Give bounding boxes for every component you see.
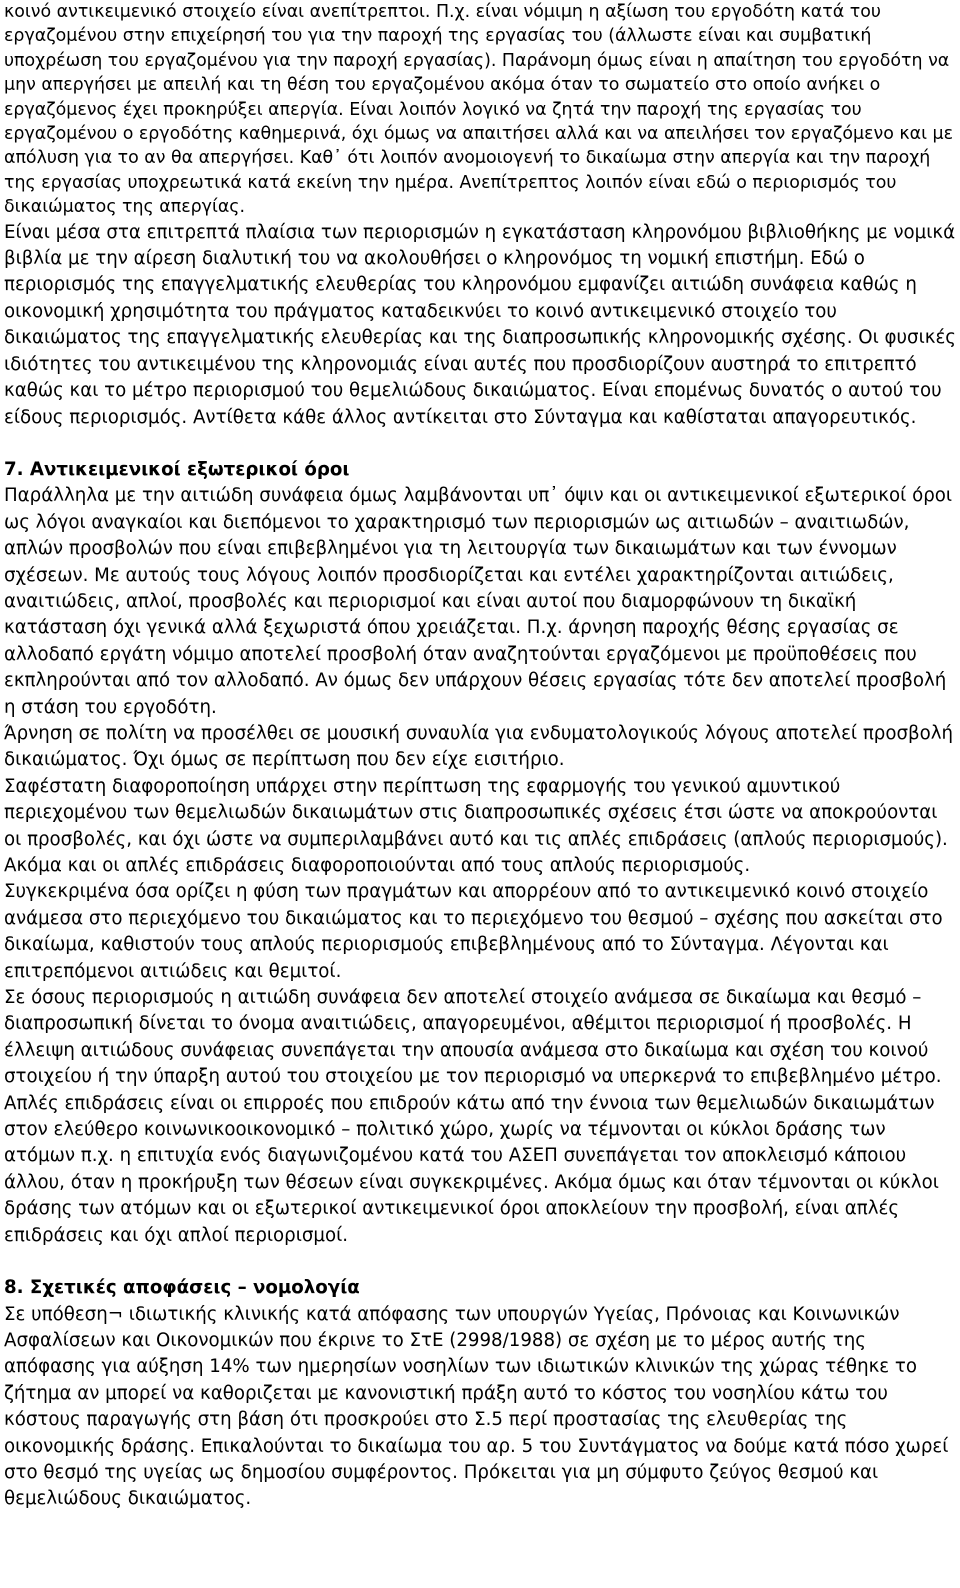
section-8 xyxy=(4,1275,956,1513)
paragraph: Σε υπόθεση¬ ιδιωτικής κλινικής κατά απόφασης των υπουργών Υγείας, Πρόνοιας και Κοινωνικών Ασφαλίσεων και Οικονομικών που έκρινε το ΣτΕ (2998/1988) σε σχέση με το μέρος αυτής της απόφασης για αύξηση 14% των ημερησίων νοσηλίων των ιδιωτικών κλινικών της χώρας τέθηκε το ζήτημα αν μπορεί να καθοριζεται με κανονιστική πράξη αυτό το κόστος του νοσηλίου κάτω του κόστους παραγωγής στη βάση ότι προσκρούει στο Σ.5 περί προστασίας της ελευθερίας της οικονομικής δράσης. Επικαλούνται το δικαίωμα του αρ. 5 του Συντάγματος να δούμε κατά πόσο χωρεί στο θεσμό της υγείας ως δημοσίου συμφέροντος. Πρόκειται για μη σύμφυτο ζεύγος θεσμού και θεμελιώδους δικαιώματος. xyxy=(4,1303,949,1510)
text-block-inheritance xyxy=(4,220,956,431)
paragraph: Συγκεκριμένα όσα ορίζει η φύση των πραγμάτων και απορρέουν από το αντικειμενικό κοινό στοιχείο ανάμεσα στο περιεχόμενο του δικαιώματος και το περιεχόμενο του θεσμού – σχέσης που ασκείται στο δικαίωμα, καθιστούν τους απλούς περιορισμούς επιβεβλημένους από το Σύνταγμα. Λέγονται και επιτρεπόμενοι αιτιώδεις και θεμιτοί. xyxy=(4,881,943,982)
section-heading: 7. Αντικειμενικοί εξωτερικοί όροι xyxy=(4,458,350,480)
paragraph: Παράλληλα με την αιτιώδη συνάφεια όμως λαμβάνονται υπ᾽ όψιν και οι αντικειμενικοί εξωτερικοί όροι ως λόγοι αναγκαίοι και διεπόμενοι το χαρακτηρισμό των περιορισμών ως αιτιωδών – αναιτιωδών, απλών προσβολών που είναι επιβεβλημένοι για τη λειτουργία των δικαιωμάτων και των έννομων σχέσεων. Με αυτούς τους λόγους λοιπόν προσδιορίζεται και εντέλει χαρακτηρίζονται αιτιώδεις, αναιτιώδεις, απλοί, προσβολές και περιορισμοί και είναι αυτοί που διαμορφώνουν τη δικαϊκή κατάσταση όχι γενικά αλλά ξεχωριστά όπου χρειάζεται. Π.χ. άρνηση παροχής θέσης εργασίας σε αλλοδαπό εργάτη νόμιμο αποτελεί προσβολή όταν αναζητούνται εργαζόμενοι με προϋποθέσεις που εκπληρούνται από τον αλλοδαπό. Αν όμως δεν υπάρχουν θέσεις εργασίας τότε δεν αποτελεί προσβολή η στάση του εργοδότη. xyxy=(4,485,953,718)
paragraph: Σε όσους περιορισμούς η αιτιώδη συνάφεια δεν αποτελεί στοιχείο ανάμεσα σε δικαίωμα και θεσμό – διαπροσωπική δίνεται το όνομα αναιτιώδεις, απαγορευμένοι, αθέμιτοι περιορισμοί ή προσβολές. Η έλλειψη αιτιώδους συνάφειας συνεπάγεται την απουσία ανάμεσα στο δικαίωμα και σχέση του κοινού στοιχείου ή την ύπαρξη αυτού του στοιχείου με τον περιορισμό να υπερκερνά το επιβεβλημένο μέτρο. xyxy=(4,987,942,1088)
section-heading: 8. Σχετικές αποφάσεις – νομολογία xyxy=(4,1277,360,1299)
paragraph: Σαφέστατη διαφοροποίηση υπάρχει στην περίπτωση της εφαρμογής του γενικού αμυντικού περιεχομένου των θεμελιωδών δικαιωμάτων στις διαπροσωπικές σχέσεις έτσι ώστε να αποκρούονται οι προσβολές, και όχι ώστε να συμπεριλαμβάνει αυτό και τις απλές επιδράσεις (απλούς περιορισμούς). Ακόμα και οι απλές επιδράσεις διαφοροποιούνται από τους απλούς περιορισμούς. xyxy=(4,775,948,876)
paragraph: Άρνηση σε πολίτη να προσέλθει σε μουσική συναυλία για ενδυματολογικούς λόγους αποτελεί προσβολή δικαιώματος. Όχι όμως σε περίπτωση που δεν είχε εισιτήριο. xyxy=(4,722,954,771)
section-7 xyxy=(4,457,956,1249)
paragraph: Είναι μέσα στα επιτρεπτά πλαίσια των περιορισμών η εγκατάσταση κληρονόμου βιβλιοθήκης με νομικά βιβλία με την αίρεση διαλυτική του να ακολουθήσει ο κληρονόμος τη νομική επιστήμη. Εδώ ο περιορισμός της επαγγελματικής ελευθερίας του κληρονόμου εμφανίζει αιτιώδη συνάφεια καθώς η οικονομική χρησιμότητα του πράγματος καταδεικνύει το κοινό αντικειμενικό στοιχείο του δικαιώματος της επαγγελματικής ελευθερίας και της διαπροσωπικής κληρονομικής σχέσης. Οι φυσικές ιδιότητες του αντικειμένου της κληρονομιάς είναι αυτές που προσδιορίζουν αυστηρά το επιτρεπτό καθώς και το μέτρο περιορισμού του θεμελιώδους δικαιώματος. Είναι επομένως δυνατός ο αυτού του είδους περιορισμός. Αντίθετα κάθε άλλος αντίκειται στο Σύνταγμα και καθίσταται απαγορευτικός. xyxy=(4,221,956,428)
text-block-intro xyxy=(4,0,956,220)
paragraph: Απλές επιδράσεις είναι οι επιρροές που επιδρούν κάτω από την έννοια των θεμελιωδών δικαιωμάτων στον ελεύθερο κοινωνικοοικονομικό – πολιτικό χώρο, χωρίς να τέμνονται οι κύκλοι δράσης των ατόμων π.χ. η επιτυχία ενός διαγωνιζομένου κατά του ΑΣΕΠ συνεπάγεται τον αποκλεισμό κάποιου άλλου, όταν η προκήρυξη των θέσεων είναι συγκεκριμένες. Ακόμα όμως και όταν τέμνονται οι κύκλοι δράσης των ατόμων και οι εξωτερικοί αντικειμενικοί όροι αποκλείουν την προσβολή, είναι απλές επιδράσεις και όχι απλοί περιορισμοί. xyxy=(4,1092,939,1246)
paragraph-gap xyxy=(4,431,956,457)
paragraph: κοινό αντικειμενικό στοιχείο είναι ανεπίτρεπτοι. Π.χ. είναι νόμιμη η αξίωση του εργοδότη κατά του εργαζομένου στην επιχείρησή του για την παροχή της εργασίας του (άλλωστε είναι και συμβατική υποχρέωση του εργαζομένου για την παροχή εργασίας). Παράνομη όμως είναι η απαίτηση του εργοδότη να μην απεργήσει με απειλή και τη θέση του εργαζομένου ακόμα όταν το σωματείο στο οποίο ανήκει ο εργαζόμενος έχει προκηρύξει απεργία. Είναι λοιπόν λογικό να ζητά την παροχή της εργασίας του εργαζομένου ο εργοδότης καθημερινά, όχι όμως να απαιτήσει αλλά και να απειλήσει τον εργαζόμενο και με απόλυση για το αν θα απεργήσει. Καθ᾽ ότι λοιπόν ανομοιογενή το δικαίωμα στην απεργία και την παροχή της εργασίας υποχρεωτικά κατά εκείνη την ημέρα. Ανεπίτρεπτος λοιπόν είναι εδώ ο περιορισμός του δικαιώματος της απεργίας. xyxy=(4,2,953,218)
paragraph-gap xyxy=(4,1249,956,1275)
